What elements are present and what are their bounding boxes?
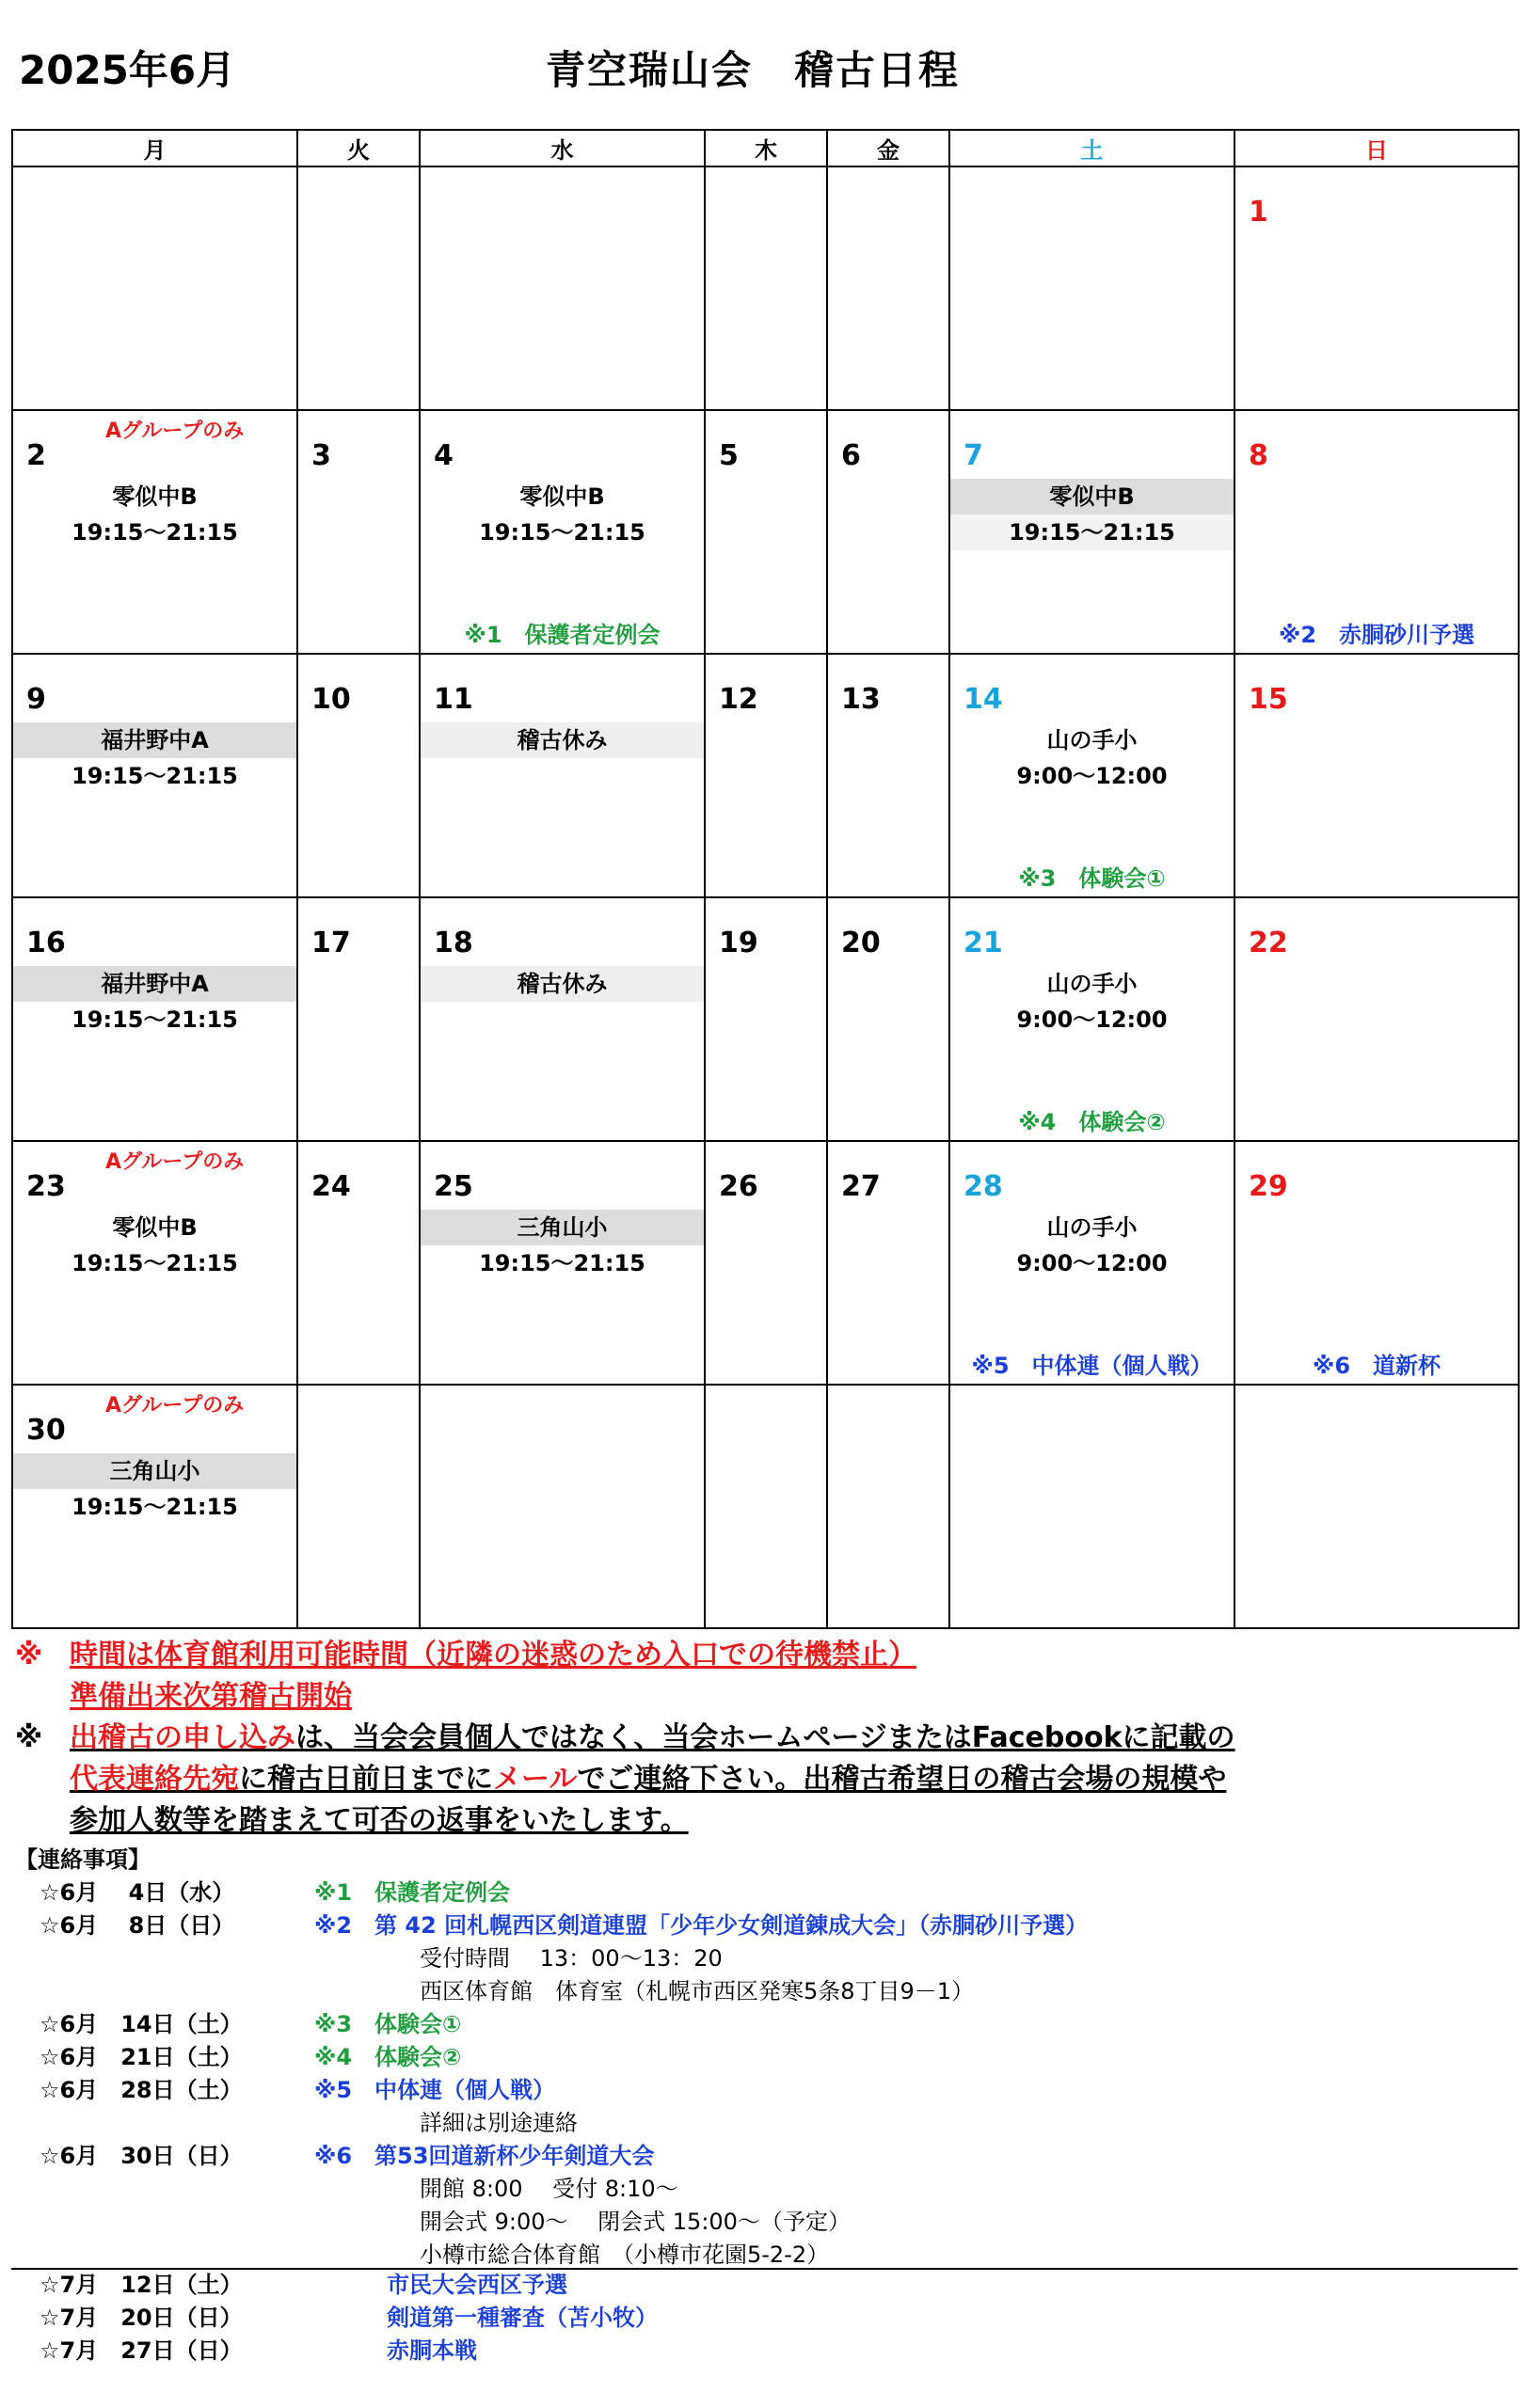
practice-event [421,722,704,758]
info-detail: 開館 8:00 受付 8:10～ [420,2176,678,2202]
practice-event [421,1210,704,1281]
notices [15,1635,1235,1842]
notice-mark-2: ※ [15,1721,43,1754]
event-note: ※3 体験会① [1018,865,1166,892]
day-number: 11 [434,683,473,716]
venue: 稽古休み [421,966,704,1002]
day-number: 18 [434,927,473,959]
practice-time: 19:15～21:15 [72,1494,238,1520]
day-number: 23 [26,1170,66,1203]
page-title: 青空瑞山会 稽古日程 [546,47,961,93]
day-cell [827,654,949,897]
day-cell [420,166,705,410]
day-cell [705,410,827,654]
practice-time: 9:00～12:00 [1016,1250,1168,1276]
day-cell [1234,897,1519,1141]
info-event: ※3 体験会① [314,2011,462,2037]
day-number: 21 [964,927,1003,959]
day-cell [12,410,297,654]
practice-time: 19:15～21:15 [72,763,238,789]
info-row [15,2239,830,2272]
day-number: 28 [964,1170,1003,1203]
a-group-label: Aグループのみ [105,420,245,443]
day-number: 13 [841,683,881,716]
day-cell [420,654,705,897]
day-number: 27 [841,1170,881,1203]
event-note: ※6 道新杯 [1312,1353,1441,1379]
notice-line3: は、当会会員個人ではなく、当会ホームページまたはFacebookに記載の [295,1721,1235,1754]
info-row [15,2140,655,2173]
day-number: 10 [311,683,351,716]
practice-event [13,479,296,550]
info-event: ※5 中体連（個人戦） [314,2077,556,2103]
venue: 福井野中A [13,722,296,758]
day-cell [949,1385,1234,1628]
practice-time: 19:15～21:15 [479,1250,645,1276]
day-cell [827,1141,949,1385]
info-date: ☆7月 20日（日） [40,2305,243,2331]
day-cell [949,897,1234,1141]
notice-mark: ※ [15,1639,43,1671]
day-number: 26 [719,1170,758,1203]
practice-event [13,966,296,1038]
day-cell [12,897,297,1141]
venue: 零似中B [950,479,1234,515]
info-date: ☆7月 12日（土） [40,2272,243,2298]
day-number: 8 [1249,439,1268,472]
day-number: 16 [26,927,66,959]
info-row [15,2206,851,2239]
info-date: ☆6月 21日（土） [40,2044,243,2070]
info-event: ※4 体験会② [314,2044,462,2070]
day-cell [1234,1141,1519,1385]
weekday-wed: 水 [420,130,705,166]
weekday-mon: 月 [12,130,297,166]
day-cell [705,654,827,897]
day-number: 2 [26,439,46,472]
info-row [15,2074,556,2107]
info-row [15,2107,578,2140]
info-event: ※1 保護者定例会 [314,1879,511,1906]
day-number: 19 [719,927,758,959]
practice-time: 19:15～21:15 [479,519,645,546]
day-cell [949,654,1234,897]
event-note: ※5 中体連（個人戦） [971,1353,1213,1379]
day-number: 14 [964,683,1003,716]
practice-time: 9:00～12:00 [1016,1006,1168,1033]
day-cell [949,166,1234,410]
day-number: 4 [434,439,454,472]
day-number: 6 [841,439,861,472]
info-heading: 【連絡事項】 [15,1846,151,1873]
info-row [15,1909,1089,1942]
venue: 零似中B [112,1214,198,1241]
venue: 三角山小 [421,1210,704,1245]
day-cell [297,166,420,410]
day-cell [1234,166,1519,410]
day-number: 22 [1249,927,1288,959]
venue: 稽古休み [421,722,704,758]
a-group-label: Aグループのみ [105,1394,245,1418]
day-number: 24 [311,1170,351,1203]
day-number: 7 [964,439,983,472]
practice-time: 19:15～21:15 [72,1250,238,1276]
venue: 零似中B [519,483,605,510]
practice-event [421,479,704,550]
day-cell [705,1385,827,1628]
week-row [12,410,1519,654]
day-cell [420,1385,705,1628]
practice-time: 9:00～12:00 [1016,763,1168,789]
info-event: 剣道第一種審査（苫小牧） [387,2305,658,2331]
info-date: ☆6月 14日（土） [40,2011,243,2037]
practice-event [950,722,1234,794]
day-cell [420,897,705,1141]
notice-dekeiko: 出稽古の申し込み [70,1721,295,1754]
day-cell [297,897,420,1141]
venue: 山の手小 [1046,727,1138,753]
info-row [15,2041,462,2074]
venue: 三角山小 [13,1453,296,1489]
info-event: 市民大会西区予選 [387,2272,567,2298]
venue: 山の手小 [1046,971,1138,997]
day-cell [827,1385,949,1628]
info-detail: 詳細は別途連絡 [420,2110,578,2136]
week-row [12,166,1519,410]
info-row [15,1942,723,1975]
notice-start: 準備出来次第稽古開始 [70,1680,352,1713]
info-row [15,2008,462,2041]
a-group-label: Aグループのみ [105,1150,245,1174]
practice-event [13,1210,296,1281]
venue: 福井野中A [13,966,296,1002]
month-title: 2025年6月 [19,47,236,93]
info-date: ☆6月 30日（日） [40,2143,243,2169]
contact-items [15,1844,1089,2272]
day-number: 20 [841,927,881,959]
venue: 零似中B [112,483,198,510]
day-number: 25 [434,1170,473,1203]
day-cell [12,1385,297,1628]
info-detail: 受付時間 13：00～13：20 [420,1945,723,1972]
notice-contact: 代表連絡先宛 [70,1763,239,1796]
practice-event [421,966,704,1002]
info-event: ※6 第53回道新杯少年剣道大会 [314,2143,655,2169]
info-event: ※2 第 42 回札幌西区剣道連盟「少年少女剣道錬成大会」（赤胴砂川予選） [314,1912,1089,1939]
day-number: 5 [719,439,739,472]
day-cell [12,654,297,897]
week-row [12,654,1519,897]
day-number: 3 [311,439,331,472]
day-cell [420,410,705,654]
notice-line4b: でご連絡下さい。出稽古希望日の稽古会場の規模や [577,1763,1227,1796]
day-cell [949,410,1234,654]
day-cell [12,166,297,410]
day-cell [705,897,827,1141]
info-date: ☆6月 28日（土） [40,2077,243,2103]
info-date: ☆6月 8日（日） [40,1912,235,1939]
info-row [15,2173,678,2206]
week-row [12,1141,1519,1385]
info-date: ☆6月 4日（水） [40,1879,235,1906]
day-number: 29 [1249,1170,1288,1203]
day-number: 17 [311,927,351,959]
event-note: ※2 赤胴砂川予選 [1278,622,1475,648]
day-number: 15 [1249,683,1288,716]
weekday-sun: 日 [1234,130,1519,166]
notice-line4a: に稽古日前日までに [239,1763,493,1796]
event-note: ※4 体験会② [1018,1109,1166,1135]
day-cell [12,1141,297,1385]
weekday-sat: 土 [949,130,1234,166]
info-date: ☆7月 27日（日） [40,2337,243,2364]
practice-event [950,479,1234,550]
practice-event [13,1453,296,1525]
day-cell [705,1141,827,1385]
day-cell [827,166,949,410]
day-cell [827,897,949,1141]
day-cell [949,1141,1234,1385]
week-row [12,897,1519,1141]
practice-time: 19:15～21:15 [72,519,238,546]
day-cell [297,1141,420,1385]
info-detail: 開会式 9:00～ 閉会式 15:00～（予定） [420,2209,851,2235]
day-number: 12 [719,683,758,716]
day-cell [827,410,949,654]
info-detail: 西区体育館 体育室（札幌市西区発寒5条8丁目9－1） [420,1978,975,2004]
practice-time: 19:15～21:15 [950,515,1234,550]
weekday-fri: 金 [827,130,949,166]
weekday-tue: 火 [297,130,420,166]
day-cell [297,410,420,654]
info-detail: 小樽市総合体育館 （小樽市花園5-2-2） [420,2242,830,2268]
info-event: 赤胴本戦 [387,2337,477,2364]
practice-event [13,722,296,794]
day-number: 30 [26,1414,66,1447]
day-cell [297,654,420,897]
practice-event [950,966,1234,1038]
weekday-thu: 木 [705,130,827,166]
day-cell [1234,1385,1519,1628]
notice-mail: メール [493,1763,578,1796]
practice-time: 19:15～21:15 [72,1006,238,1033]
event-note: ※1 保護者定例会 [464,622,661,648]
weekday-header-row [12,130,1519,166]
notice-hours: 時間は体育館利用可能時間（近隣の迷惑のため入口での待機禁止） [70,1639,916,1671]
notice-line5: 参加人数等を踏まえて可否の返事をいたします。 [70,1804,689,1837]
day-cell [705,166,827,410]
practice-event [950,1210,1234,1281]
venue: 山の手小 [1046,1214,1138,1241]
day-number: 1 [1249,196,1268,229]
day-cell [297,1385,420,1628]
week-row [12,1385,1519,1628]
info-row [15,1877,511,1909]
day-cell [1234,410,1519,654]
day-cell [1234,654,1519,897]
calendar-table [11,129,1520,1629]
info-row [15,1975,975,2008]
day-cell [420,1141,705,1385]
day-number: 9 [26,683,46,716]
